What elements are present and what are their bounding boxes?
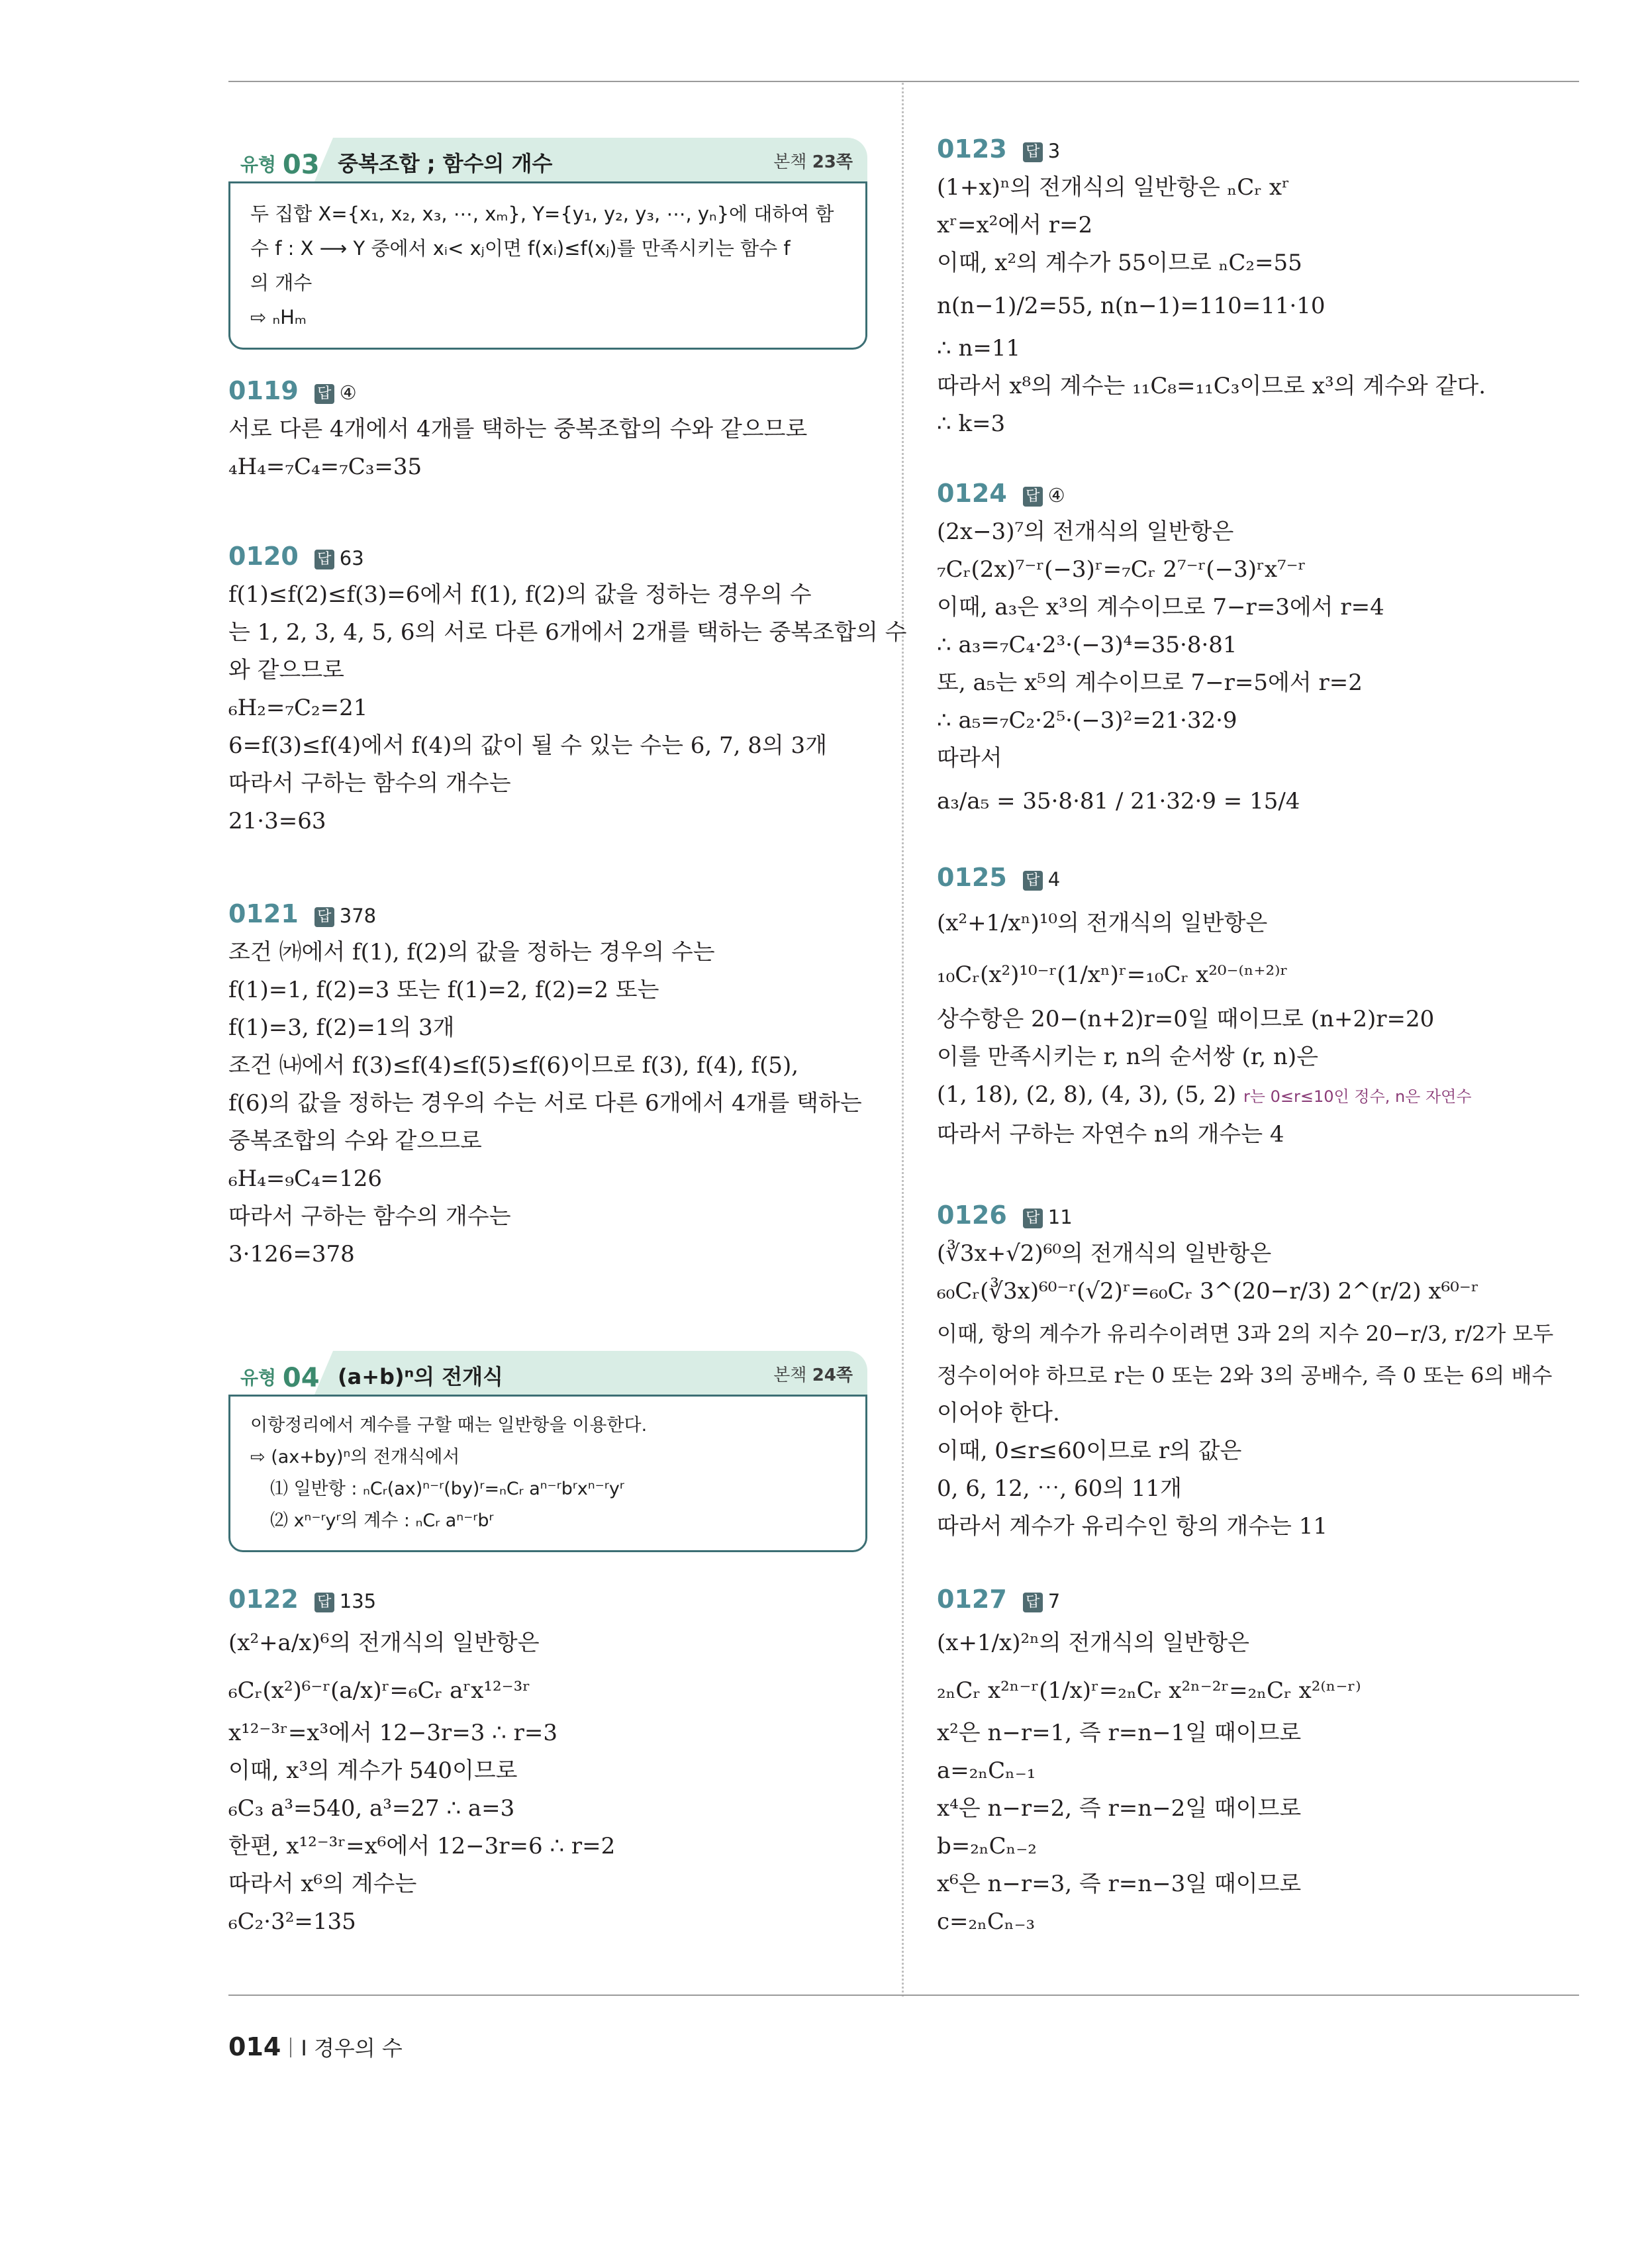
answer: 답 378 [314, 896, 376, 936]
problem-0119 [228, 371, 807, 486]
solution-line: 따라서 [937, 745, 1002, 771]
answer: 답 7 [1023, 1581, 1060, 1621]
solution-line: 이때, x²의 계수가 55이므로 ₙC₂=55 [937, 250, 1302, 276]
answer-icon: 답 [314, 384, 334, 404]
problem-number: 0123 답 3 [937, 129, 1486, 169]
section-note [228, 1395, 867, 1552]
solution-line: 6=f(3)≤f(4)에서 f(4)의 값이 될 수 있는 수는 6, 7, 8의 3개 [228, 732, 828, 759]
problem-number: 0119 답 ④ [228, 371, 807, 411]
answer: 답 63 [314, 538, 364, 578]
problem-0121 [228, 894, 862, 1273]
solution-line: f(1)=1, f(2)=3 또는 f(1)=2, f(2)=2 또는 [228, 977, 659, 1003]
solution-line: ∴ a₅=₇C₂·2⁵·(−3)²=21·32·9 [937, 707, 1237, 734]
problem-0124 [937, 473, 1384, 825]
section-ref: 본책 23쪽 [773, 152, 853, 172]
answer-icon: 답 [1023, 1593, 1043, 1612]
section-type-04 [228, 1351, 867, 1552]
note-line: ⇨ ₙHₘ [250, 306, 307, 328]
type-tag: 유형 04 [240, 1363, 320, 1393]
pair-list: (1, 18), (2, 8), (4, 3), (5, 2) [937, 1081, 1237, 1108]
solution-line: x¹²⁻³ʳ=x³에서 12−3r=3 ∴ r=3 [228, 1720, 557, 1746]
answer: 답 3 [1023, 131, 1060, 171]
solution-line: (x+1/x)²ⁿ의 전개식의 일반항은 [937, 1630, 1250, 1656]
solution-line: 따라서 구하는 함수의 개수는 [228, 1203, 511, 1230]
section-note [228, 181, 867, 350]
solution-line: (∛3x+√2)⁶⁰의 전개식의 일반항은 [937, 1240, 1272, 1267]
solution-line: (2x−3)⁷의 전개식의 일반항은 [937, 518, 1234, 545]
solution-line: 이때, 0≤r≤60이므로 r의 값은 [937, 1438, 1242, 1464]
solution-line: 서로 다른 4개에서 4개를 택하는 중복조합의 수와 같으므로 [228, 416, 808, 442]
solution-line: 조건 ㈎에서 f(1), f(2)의 값을 정하는 경우의 수는 [228, 939, 715, 965]
solution-line: 또, a₅는 x⁵의 계수이므로 7−r=5에서 r=2 [937, 669, 1363, 696]
section-header [228, 1351, 867, 1395]
solution-line: 와 같으므로 [228, 657, 345, 683]
solution-line: 따라서 x⁸의 계수는 ₁₁C₈=₁₁C₃이므로 x³의 계수와 같다. [937, 373, 1486, 399]
page-number: 014 [228, 2032, 281, 2061]
answer-icon: 답 [1023, 871, 1043, 891]
solution-line: 조건 ㈏에서 f(3)≤f(4)≤f(5)≤f(6)이므로 f(3), f(4), f(5), [228, 1052, 799, 1079]
note-line: 두 집합 X={x₁, x₂, x₃, ⋯, xₘ}, Y={y₁, y₂, y₃, ⋯, yₙ}에 대하여 함 [250, 203, 834, 225]
problem-number: 0126 답 11 [937, 1195, 1553, 1235]
answer: 답 ④ [1023, 475, 1065, 515]
solution-line: 중복조합의 수와 같으므로 [228, 1128, 482, 1154]
solution-line: ₆H₂=₇C₂=21 [228, 695, 368, 721]
problem-0120 [228, 536, 906, 840]
section-type-03 [228, 138, 867, 350]
solution-line: ₁₀Cᵣ(x²)¹⁰⁻ʳ(1/xⁿ)ʳ=₁₀Cᵣ x²⁰⁻⁽ⁿ⁺²⁾ʳ [937, 961, 1288, 988]
solution-line: 이를 만족시키는 r, n의 순서쌍 (r, n)은 [937, 1044, 1318, 1070]
solution-line: 이어야 한다. [937, 1400, 1060, 1426]
answer-icon: 답 [1023, 142, 1043, 162]
solution-line: ₆C₃ a³=540, a³=27 ∴ a=3 [228, 1795, 515, 1822]
bottom-rule [228, 1995, 1579, 1996]
solution-line: x⁶은 n−r=3, 즉 r=n−3일 때이므로 [937, 1871, 1302, 1897]
top-rule [228, 81, 1579, 82]
solution-line: x²은 n−r=1, 즉 r=n−1일 때이므로 [937, 1720, 1302, 1746]
problem-number: 0124 답 ④ [937, 473, 1384, 513]
solution-line: 이때, a₃은 x³의 계수이므로 7−r=3에서 r=4 [937, 594, 1384, 620]
solution-line: ₆Cᵣ(x²)⁶⁻ʳ(a/x)ʳ=₆Cᵣ aʳx¹²⁻³ʳ [228, 1677, 531, 1704]
solution-line: ₂ₙCᵣ x²ⁿ⁻ʳ(1/x)ʳ=₂ₙCᵣ x²ⁿ⁻²ʳ=₂ₙCᵣ x²⁽ⁿ⁻ʳ⁾ [937, 1677, 1361, 1704]
solution-line: ₆H₄=₉C₄=126 [228, 1165, 383, 1192]
solution-line: 한편, x¹²⁻³ʳ=x⁶에서 12−3r=6 ∴ r=2 [228, 1833, 616, 1859]
solution-line: ∴ a₃=₇C₄·2³·(−3)⁴=35·8·81 [937, 632, 1237, 658]
problem-0127 [937, 1579, 1361, 1941]
type-tag: 유형 03 [240, 150, 320, 180]
note-line: ⇨ (ax+by)ⁿ의 전개식에서 [250, 1447, 460, 1467]
solution-line: 따라서 구하는 자연수 n의 개수는 4 [937, 1121, 1284, 1148]
solution-line: 0, 6, 12, ⋯, 60의 11개 [937, 1475, 1183, 1502]
answer-icon: 답 [1023, 1208, 1043, 1228]
answer: 답 ④ [314, 373, 357, 413]
solution-line: 이때, 항의 계수가 유리수이려면 3과 2의 지수 20−r/3, r/2가 모두 [937, 1321, 1554, 1346]
note-line: 이항정리에서 계수를 구할 때는 일반항을 이용한다. [250, 1415, 648, 1436]
answer-icon: 답 [314, 1593, 334, 1612]
section-header [228, 138, 867, 181]
solution-line: 상수항은 20−(n+2)r=0일 때이므로 (n+2)r=20 [937, 1006, 1435, 1032]
solution-line: xʳ=x²에서 r=2 [937, 212, 1093, 238]
chapter-label: Ⅰ 경우의 수 [301, 2036, 403, 2061]
solution-line: f(1)=3, f(2)=1의 3개 [228, 1014, 455, 1041]
problem-0126 [937, 1195, 1553, 1546]
page-footer [228, 2032, 403, 2062]
solution-line: c=₂ₙCₙ₋₃ [937, 1908, 1036, 1935]
answer: 답 11 [1023, 1197, 1073, 1237]
solution-line: 이때, x³의 계수가 540이므로 [228, 1757, 518, 1784]
problem-number: 0127 답 7 [937, 1579, 1361, 1619]
problem-0123 [937, 129, 1486, 443]
problem-number: 0122 답 135 [228, 1579, 615, 1619]
solution-line: (x²+a/x)⁶의 전개식의 일반항은 [228, 1630, 540, 1656]
solution-line: f(1)≤f(2)≤f(3)=6에서 f(1), f(2)의 값을 정하는 경우의 수 [228, 581, 812, 608]
solution-line: ∴ n=11 [937, 335, 1021, 362]
solution-line: (1+x)ⁿ의 전개식의 일반항은 ₙCᵣ xʳ [937, 174, 1290, 201]
solution-line: 3·126=378 [228, 1241, 355, 1267]
section-title: 중복조합 ; 함수의 개수 [338, 151, 553, 176]
problem-number: 0125 답 4 [937, 858, 1472, 897]
solution-line: ₇Cᵣ(2x)⁷⁻ʳ(−3)ʳ=₇Cᵣ 2⁷⁻ʳ(−3)ʳx⁷⁻ʳ [937, 556, 1306, 583]
solution-line: 따라서 계수가 유리수인 항의 개수는 11 [937, 1513, 1328, 1540]
solution-line: 는 1, 2, 3, 4, 5, 6의 서로 다른 6개에서 2개를 택하는 중복조합의 수 [228, 619, 907, 646]
solution-line: ₆₀Cᵣ(∛3x)⁶⁰⁻ʳ(√2)ʳ=₆₀Cᵣ 3^(20−r/3) 2^(r/2) x⁶⁰⁻ʳ [937, 1278, 1479, 1305]
answer: 답 135 [314, 1581, 376, 1621]
answer-icon: 답 [314, 907, 334, 927]
problem-number: 0120 답 63 [228, 536, 906, 576]
note-line: 수 f : X ⟶ Y 중에서 xᵢ< xⱼ이면 f(xᵢ)≤f(xⱼ)를 만족시키는 함수 f [250, 237, 791, 260]
footer-divider [290, 2038, 291, 2057]
solution-line: ∴ k=3 [937, 411, 1006, 437]
section-ref: 본책 24쪽 [773, 1365, 853, 1385]
section-title: (a+b)ⁿ의 전개식 [338, 1364, 503, 1389]
solution-line: (x²+1/xⁿ)¹⁰의 전개식의 일반항은 [937, 910, 1268, 936]
solution-line [937, 1076, 1472, 1116]
solution-line: n(n−1)/2=55, n(n−1)=110=11·10 [937, 293, 1326, 319]
solution-line: 정수이어야 하므로 r는 0 또는 2와 3의 공배수, 즉 0 또는 6의 배수 [937, 1363, 1553, 1388]
solution-line: ₆C₂·3²=135 [228, 1908, 356, 1935]
solution-line: f(6)의 값을 정하는 경우의 수는 서로 다른 6개에서 4개를 택하는 [228, 1090, 862, 1116]
solution-line: 따라서 구하는 함수의 개수는 [228, 770, 511, 797]
answer: 답 4 [1023, 860, 1060, 899]
problem-number: 0121 답 378 [228, 894, 862, 934]
problem-0125 [937, 858, 1472, 1154]
answer-icon: 답 [314, 550, 334, 569]
note-line: 의 개수 [250, 271, 313, 294]
solution-line: 21·3=63 [228, 808, 326, 834]
solution-line: b=₂ₙCₙ₋₂ [937, 1833, 1037, 1859]
annotation-note: r는 0≤r≤10인 정수, n은 자연수 [1243, 1087, 1472, 1106]
solution-line: 따라서 x⁶의 계수는 [228, 1871, 417, 1897]
solution-line: x⁴은 n−r=2, 즉 r=n−2일 때이므로 [937, 1795, 1302, 1822]
solution-line: ₄H₄=₇C₄=₇C₃=35 [228, 454, 422, 480]
solution-line: a=₂ₙCₙ₋₁ [937, 1757, 1036, 1784]
problem-0122 [228, 1579, 615, 1941]
answer-icon: 답 [1023, 487, 1043, 507]
column-separator [902, 83, 904, 1997]
solution-line: a₃/a₅ = 35·8·81 / 21·32·9 = 15/4 [937, 788, 1300, 814]
note-line: ⑴ 일반항 : ₙCᵣ(ax)ⁿ⁻ʳ(by)ʳ=ₙCᵣ aⁿ⁻ʳbʳxⁿ⁻ʳyʳ [270, 1479, 624, 1499]
note-line: ⑵ xⁿ⁻ʳyʳ의 계수 : ₙCᵣ aⁿ⁻ʳbʳ [270, 1510, 494, 1531]
